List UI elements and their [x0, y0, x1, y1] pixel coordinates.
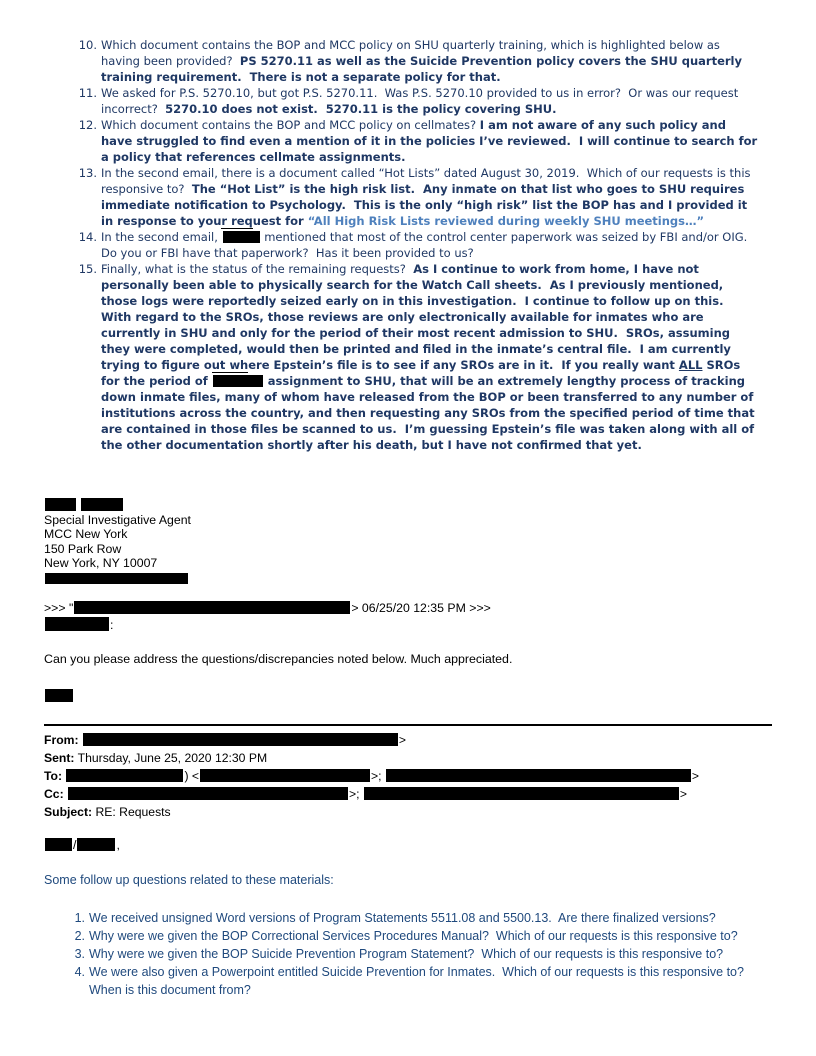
list-item-text	[89, 945, 765, 963]
redaction-box	[74, 601, 350, 614]
mail-header-label: Sent:	[44, 751, 75, 765]
list-item	[75, 229, 759, 261]
signature-line	[44, 556, 191, 571]
list-item-text	[101, 229, 759, 261]
redaction-box	[68, 787, 348, 800]
list-item	[73, 963, 765, 999]
signature-line	[44, 498, 191, 513]
redaction-box	[200, 769, 370, 782]
redaction-box	[45, 838, 72, 851]
quoted-request-link-text[interactable]: “All High Risk Lists reviewed during weekly SHU meetings…”	[307, 214, 705, 228]
text-segment: In the second email,	[101, 230, 222, 244]
text-segment: The “Hot List” is the high risk list. Any inmate on that list who goes to SHU requires immediate notification to Psychology. This is the only “high risk” list the BOP has and I provided it in response to you	[101, 182, 752, 228]
list-item	[73, 927, 765, 945]
text-segment: Thursday, June 25, 2020 12:30 PM	[74, 751, 268, 765]
text-segment: PS 5270.11 as well as the Suicide Prevention policy covers the SHU quarterly training requirement. There is not a separate policy for that.	[101, 54, 746, 84]
signature-line	[44, 542, 191, 557]
text-segment: uest for	[252, 214, 308, 228]
questions-list-10-15	[75, 37, 762, 453]
list-item	[75, 165, 759, 229]
text-segment: We asked for P.S. 5270.10, but got P.S. 5270.11. Was P.S. 5270.10 provided to us in error? Or was our request incorrect?	[101, 86, 742, 116]
text-segment: >>> "	[44, 601, 74, 615]
quote-header-line	[44, 601, 491, 617]
text-segment: MCC New York	[44, 527, 128, 542]
text-segment: As I continue to work from home, I have not personally been able to physically search for the Watch Call sheets. As I previously mentioned, those logs were reportedly seized early on in this investigation. I continue to follow up on this. With regard to the SROs, those reviews are only electronically available for inmates who are currently in SHU and only for the period of their most recent admission to SHU. SROs, assuming they were completed, would then be printed and filed in the inmate’s central file. I am currently trying to figure o	[101, 262, 735, 372]
redaction-box	[45, 498, 76, 511]
list-item-text	[89, 963, 765, 999]
signature-block	[44, 498, 191, 586]
list-item-text	[101, 117, 762, 165]
text-segment: SROs for the period of	[101, 358, 745, 388]
text-segment	[77, 498, 80, 512]
text-segment: RE: Requests	[92, 805, 171, 819]
list-item	[75, 85, 759, 117]
redaction-box	[66, 769, 183, 782]
text-segment: We received unsigned Word versions of Program Statements 5511.08 and 5500.13. Are there finalized versions?	[89, 911, 716, 925]
list-item-text	[101, 165, 759, 229]
text-segment: Special Investigative Agent	[44, 512, 191, 527]
list-item-number: 14.	[78, 230, 97, 244]
redaction-box	[213, 375, 263, 387]
text-segment: New York, NY 10007	[44, 556, 158, 571]
text-segment	[64, 787, 67, 801]
text-segment: ut wh	[211, 358, 249, 372]
reply-quote-header	[44, 601, 491, 633]
text-segment: >;	[349, 787, 363, 801]
text-segment: >	[679, 787, 688, 801]
mail-header-row	[44, 749, 784, 767]
questions-list-1-4	[73, 909, 765, 999]
text-segment	[62, 769, 65, 783]
mail-header-row	[44, 785, 784, 803]
text-segment: ,	[116, 838, 120, 852]
text-segment: Why were we given the BOP Suicide Prevention Program Statement? Which of our requests is this responsive to?	[89, 947, 724, 961]
text-segment: I am not aware of any such policy and have struggled to find even a mention of it in the policies I’ve reviewed. I will continue to search for a policy that references cellmate assignments.	[101, 118, 762, 164]
mail-header-label: Subject:	[44, 805, 93, 819]
text-segment: /	[73, 838, 77, 852]
list-item-text	[101, 261, 759, 453]
list-item-number: 3.	[74, 947, 85, 961]
header-divider	[44, 724, 772, 726]
text-segment: ere Epstein’s file is to see if any SROs are in it. If you really want	[248, 358, 679, 372]
intro-line: Some follow up questions related to these materials:	[44, 873, 334, 887]
text-segment: ) <	[184, 769, 199, 783]
list-item-text	[101, 37, 759, 85]
redaction-box	[83, 733, 398, 746]
mail-header-row	[44, 767, 784, 785]
text-segment: Why were we given the BOP Correctional Services Procedures Manual? Which of our requests is this responsive to?	[89, 929, 738, 943]
text-segment: Which document contains the BOP and MCC policy on SHU quarterly training, which is highlighted below as having been provided?	[101, 38, 724, 68]
text-segment: :	[110, 617, 114, 632]
list-item-number: 10.	[78, 38, 97, 52]
list-item-text	[101, 85, 759, 117]
mail-header-label: Cc:	[44, 787, 64, 801]
list-item	[75, 261, 759, 453]
redaction-box	[386, 769, 691, 782]
redaction-box	[223, 231, 260, 243]
text-segment: mentioned that most of the control center paperwork was seized by FBI and/or OIG. Do you or FBI have that paperwork? Has it been provided to us?	[101, 230, 755, 260]
list-item-text	[89, 909, 765, 927]
text-segment: Finally, what is the status of the remaining requests?	[101, 262, 414, 276]
closing-redaction-line	[44, 687, 74, 705]
list-item-number: 15.	[78, 262, 97, 276]
redaction-box	[364, 787, 679, 800]
text-segment: >	[398, 733, 407, 747]
text-segment: >;	[371, 769, 385, 783]
list-item-text	[89, 927, 765, 945]
text-segment: r req	[221, 214, 253, 228]
list-item	[75, 117, 762, 165]
text-segment: Which document contains the BOP and MCC policy on cellmates?	[101, 118, 480, 132]
text-segment: 5270.10 does not exist. 5270.11 is the policy covering SHU.	[165, 102, 557, 116]
signature-line	[44, 571, 191, 586]
text-segment: assignment to SHU, that will be an extremely lengthy process of tracking down inmate files, many of whom have released from the BOP or been transferred to any number of institutions across the country, and then requesting any SROs from the specified period of time that are contained in those files be scanned to us. I’m guessing Epstein’s file was taken along with all of the other documentation shortly after his death, but I have not confirmed that yet.	[101, 374, 759, 452]
text-segment: > 06/25/20 12:35 PM >>>	[351, 601, 491, 615]
mail-header-row	[44, 803, 784, 821]
redaction-box	[45, 573, 188, 584]
quote-header-line	[44, 617, 491, 634]
redaction-box	[45, 617, 109, 631]
text-segment	[79, 733, 82, 747]
text-segment: ALL	[678, 358, 703, 372]
list-item-number: 1.	[74, 911, 85, 925]
signature-line	[44, 527, 191, 542]
text-segment: >	[691, 769, 700, 783]
list-item-number: 11.	[78, 86, 97, 100]
request-line-text: Can you please address the questions/discrepancies noted below. Much appreciated.	[44, 652, 513, 666]
mail-header-label: To:	[44, 769, 63, 783]
list-item	[73, 909, 765, 927]
mail-header-row	[44, 731, 784, 749]
list-item-number: 13.	[78, 166, 97, 180]
greeting-line	[44, 838, 120, 852]
text-segment: In the second email, there is a document called “Hot Lists” dated August 30, 2019. Which of our requests is this responsive to?	[101, 166, 755, 196]
redaction-box	[81, 498, 123, 511]
list-item-number: 12.	[78, 118, 97, 132]
mail-header-label: From:	[44, 733, 79, 747]
signature-line	[44, 513, 191, 528]
text-segment: 150 Park Row	[44, 541, 122, 556]
forwarded-mail-header	[44, 731, 784, 821]
list-item	[73, 945, 765, 963]
redaction-box	[45, 689, 73, 702]
redaction-box	[77, 838, 115, 851]
list-item-number: 4.	[74, 965, 85, 979]
text-segment: We were also given a Powerpoint entitled Suicide Prevention for Inmates. Which of our requests is this responsive to? When is this document from?	[89, 965, 751, 997]
list-item-number: 2.	[74, 929, 85, 943]
list-item	[75, 37, 759, 85]
